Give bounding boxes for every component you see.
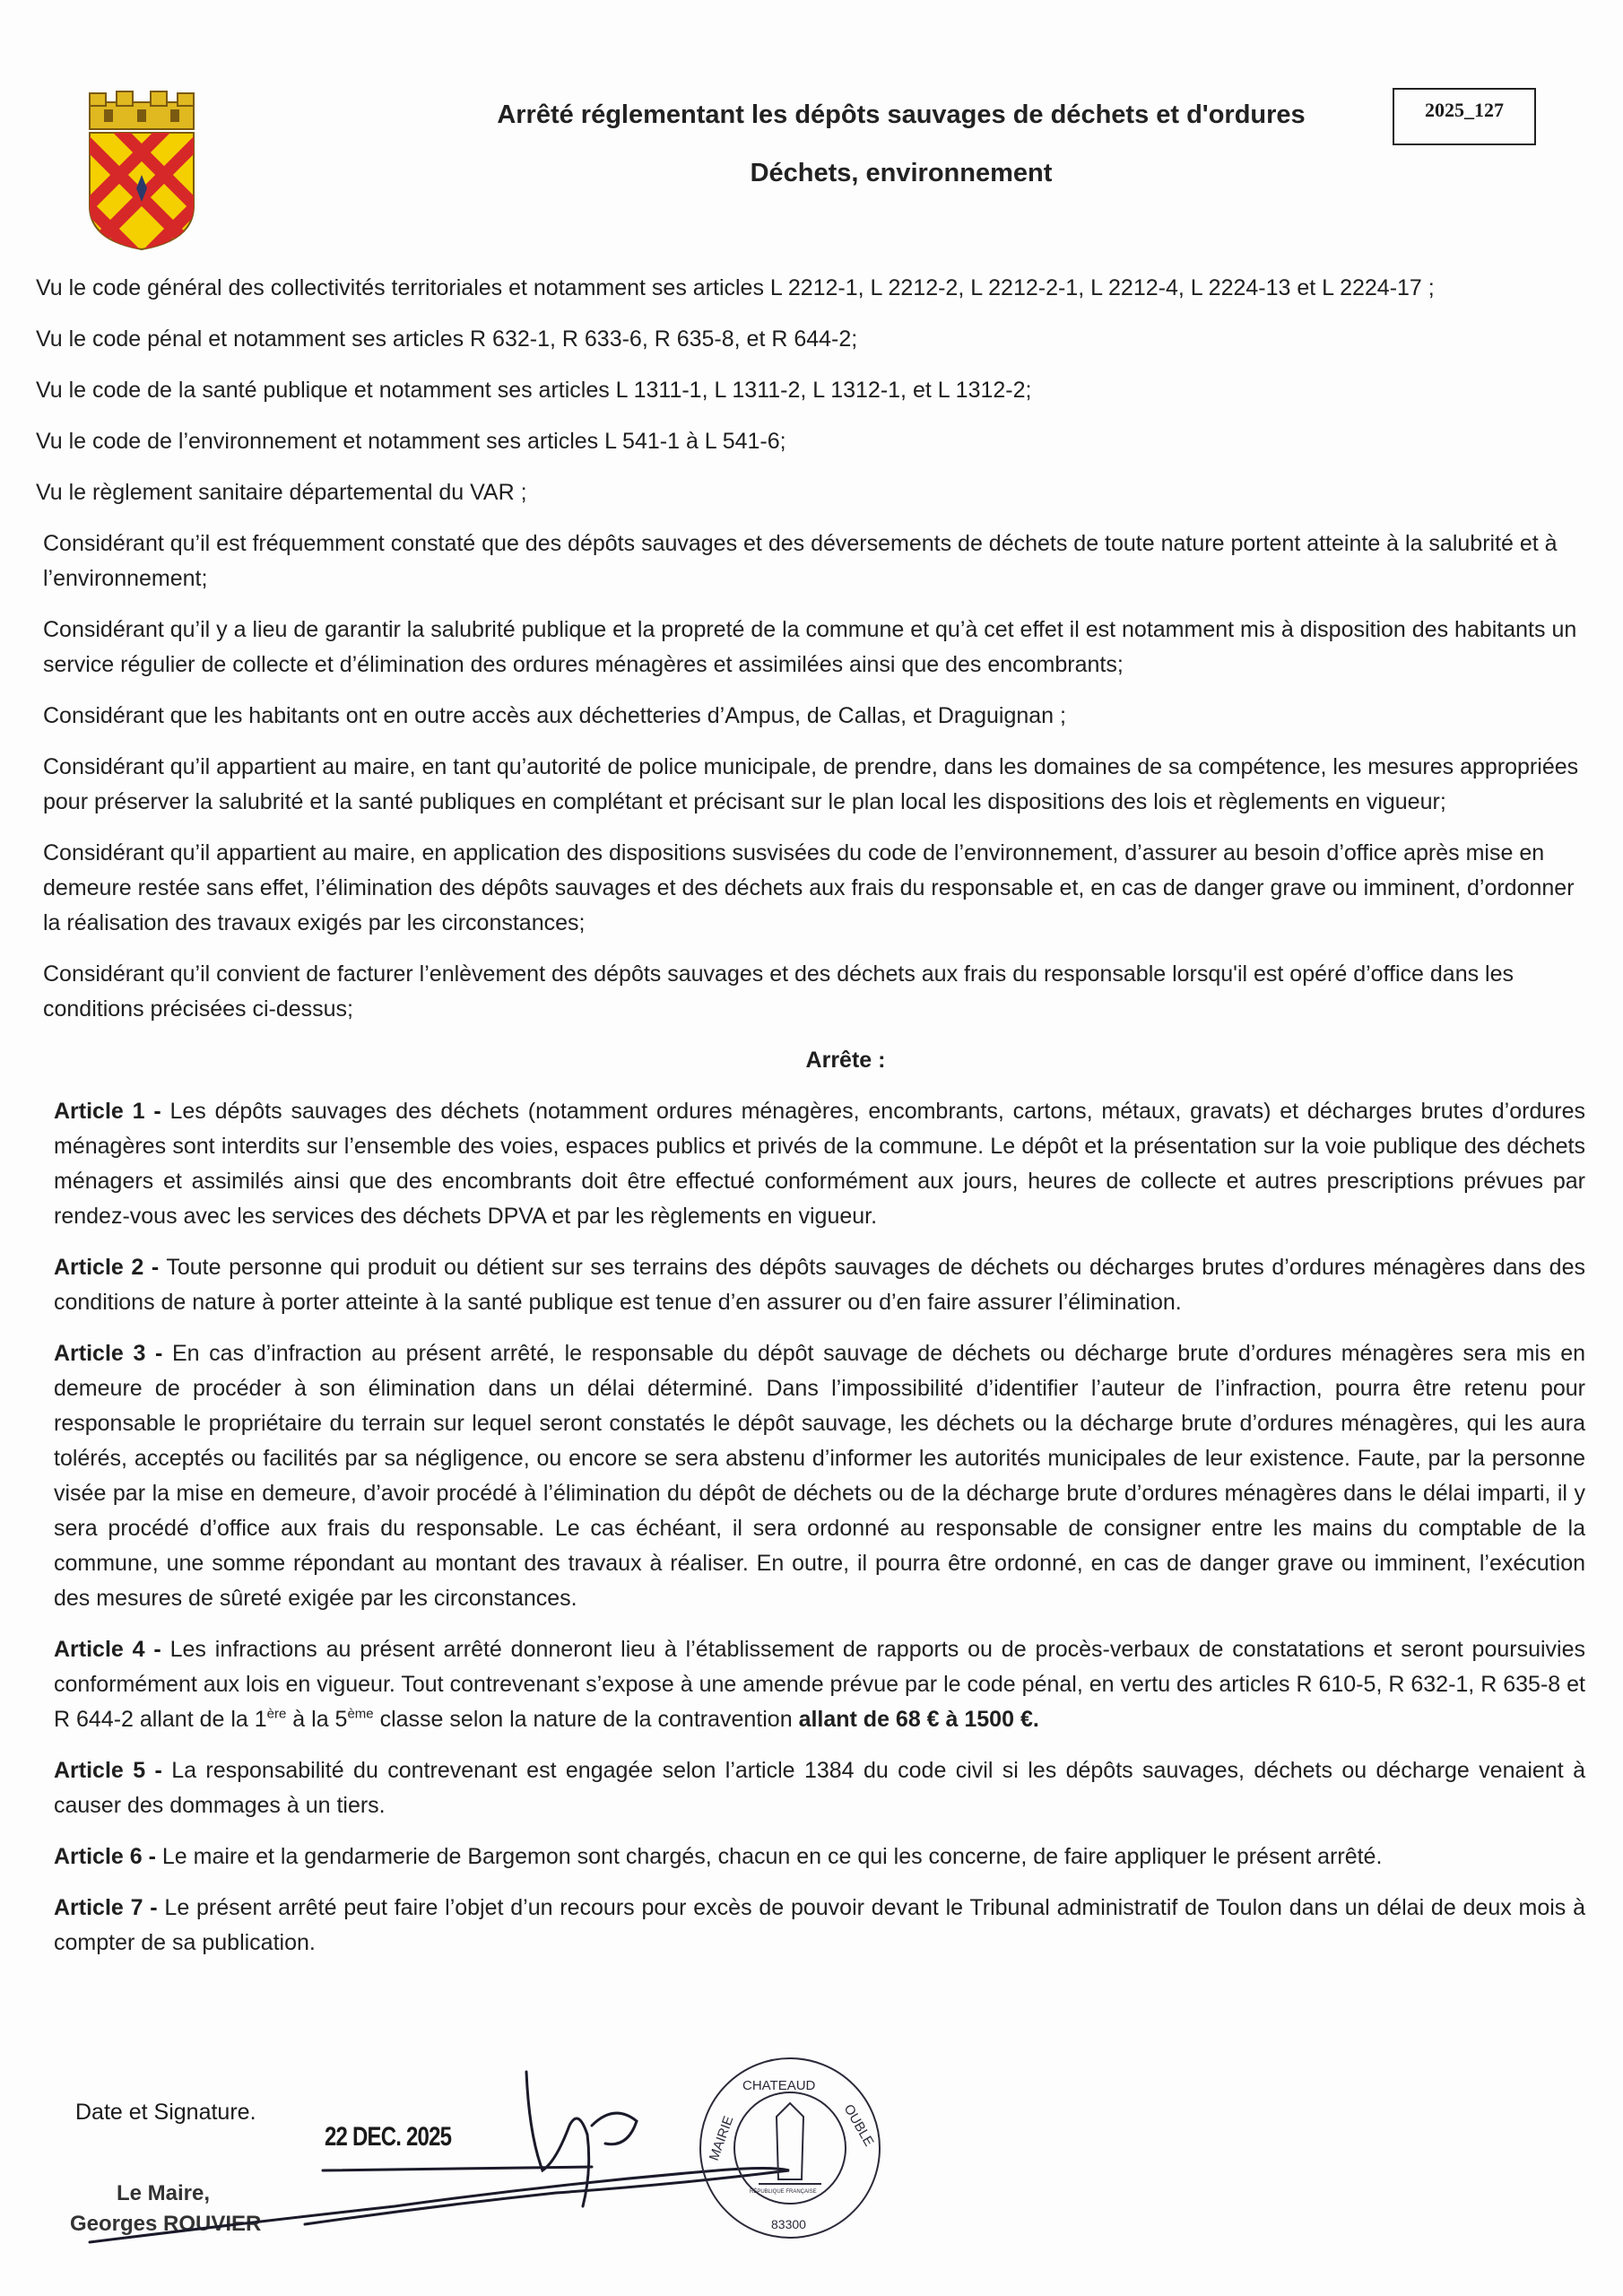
article-label: Article 4 - — [54, 1637, 161, 1662]
reference-number: 2025_127 — [1393, 88, 1536, 145]
vu-paragraph: Vu le code de la santé publique et notamment ses articles L 1311-1, L 1311-2, L 1312-1, et L 1312-2; — [36, 378, 1032, 403]
article-text: Le présent arrêté peut faire l’objet d’un recours pour excès de pouvoir devant le Tribunal administratif de Toulon dans un délai de deux mois à compter de sa publication. — [54, 1895, 1586, 1955]
signature-label: Date et Signature. — [75, 2100, 256, 2125]
article-text: Les dépôts sauvages des déchets (notamment ordures ménagères, encombrants, cartons, métaux, gravats) et décharges brutes d’ordures ménagères sont interdits sur l’ensemble des voies, espaces publics et privés de la commune. Le dépôt et la présentation sur la voie publique des déchets ménagers et assimilés ainsi que des encombrants doit être effectué conformément aux jours, heures de collecte et autres prescriptions prévues par rendez-vous avec les services des déchets DPVA et par les règlements en vigueur. — [54, 1099, 1585, 1229]
date-stamp: 22 DEC. 2025 — [325, 2122, 452, 2152]
vu-paragraph: Vu le code pénal et notamment ses articles R 632-1, R 633-6, R 635-8, et R 644-2; — [36, 326, 858, 352]
article-label: Article 5 - — [54, 1758, 162, 1783]
article-text: à la 5 — [286, 1707, 348, 1732]
document-subtitle: Déchets, environnement — [750, 159, 1053, 187]
document-body — [34, 271, 1585, 1977]
article-label: Article 3 - — [54, 1341, 163, 1366]
superscript: ème — [347, 1706, 374, 1722]
considerant-paragraph: Considérant qu’il y a lieu de garantir la salubrité publique et la propreté de la commune et qu’à cet effet il est notamment mis à disposition des habitants un service régulier de collecte et d’élimination des ordures ménagères et assimilées ainsi que des encombrants; — [43, 617, 1577, 677]
svg-text:CHATEAUD: CHATEAUD — [742, 2078, 816, 2093]
svg-text:MAIRIE: MAIRIE — [706, 2113, 737, 2163]
considerant-paragraph: Considérant qu’il est fréquemment constaté que des dépôts sauvages et des déversements de déchets de toute nature portent atteinte à la salubrité et à l’environnement; — [43, 531, 1558, 591]
article-label: Article 2 - — [54, 1255, 160, 1280]
article-3 — [34, 1336, 1585, 1616]
mayor-name: Georges ROUVIER — [70, 2212, 262, 2236]
vu-paragraph: Vu le règlement sanitaire départemental du VAR ; — [36, 480, 527, 505]
mayor-title: Le Maire, — [117, 2181, 211, 2205]
article-text: La responsabilité du contrevenant est engagée selon l’article 1384 du code civil si les dépôts sauvages, déchets ou décharge venaient à causer des dommages à un tiers. — [54, 1758, 1585, 1818]
article-2 — [34, 1250, 1585, 1320]
coat-of-arms-icon — [70, 90, 213, 251]
article-text: Les infractions au présent arrêté donneront lieu à l’établissement de rapports ou de procès-verbaux de constatations et seront poursuivies conformément aux lois en vigueur. Tout contrevenant s’expose à une amende prévue par le code pénal, en vertu des articles R 610-5, R 632-1, R 635-8 et R 644-2 allant de la 1 — [54, 1637, 1585, 1732]
article-text: classe selon la nature de la contravention — [373, 1707, 799, 1732]
article-1 — [34, 1094, 1585, 1234]
svg-text:RÉPUBLIQUE FRANÇAISE: RÉPUBLIQUE FRANÇAISE — [750, 2189, 817, 2195]
article-label: Article 1 - — [54, 1099, 161, 1124]
considerant-paragraph: Considérant qu’il appartient au maire, en tant qu’autorité de police municipale, de prendre, dans les domaines de sa compétence, les mesures appropriées pour préserver la salubrité et la santé publiques en complétant et précisant sur le plan local les dispositions des lois et règlements en vigueur; — [43, 754, 1579, 814]
vu-paragraph: Vu le code de l’environnement et notamment ses articles L 541-1 à L 541-6; — [36, 429, 786, 454]
article-label: Article 7 - — [54, 1895, 158, 1920]
article-text: Le maire et la gendarmerie de Bargemon sont chargés, chacun en ce qui les concerne, de faire appliquer le présent arrêté. — [155, 1844, 1383, 1869]
article-6 — [34, 1839, 1585, 1874]
municipal-seal-icon — [696, 2054, 884, 2242]
considerant-paragraph: Considérant que les habitants ont en outre accès aux déchetteries d’Ampus, de Callas, et Draguignan ; — [43, 703, 1066, 728]
article-text: Toute personne qui produit ou détient sur ses terrains des dépôts sauvages de déchets ou décharges brutes d’ordures ménagères dans des conditions de nature à porter atteinte à la santé publique est tenue d’en assurer ou d’en faire assurer l’élimination. — [54, 1255, 1585, 1315]
article-7 — [34, 1891, 1585, 1961]
considerant-paragraph: Considérant qu’il appartient au maire, en application des dispositions susvisées du code de l’environnement, d’assurer au besoin d’office après mise en demeure restée sans effet, l’élimination des dépôts sauvages et des déchets aux frais du responsable et, en cas de danger grave ou imminent, d’ordonner la réalisation des travaux exigés par les circonstances; — [43, 840, 1575, 935]
document-title: Arrêté réglementant les dépôts sauvages de déchets et d'ordures — [497, 100, 1306, 129]
vu-paragraph: Vu le code général des collectivités territoriales et notamment ses articles L 2212-1, L 2212-2, L 2212-2-1, L 2212-4, L 2224-13 et L 2224-17 ; — [36, 275, 1435, 300]
arrete-heading: Arrête : — [805, 1048, 886, 1073]
considerant-paragraph: Considérant qu’il convient de facturer l’enlèvement des dépôts sauvages et des déchets aux frais du responsable lorsqu'il est opéré d’office dans les conditions précisées ci-dessus; — [43, 961, 1515, 1022]
article-4 — [34, 1632, 1585, 1737]
article-5 — [34, 1753, 1585, 1823]
svg-text:83300: 83300 — [771, 2217, 806, 2231]
fine-amount: allant de 68 € à 1500 €. — [798, 1707, 1039, 1732]
superscript: ère — [266, 1706, 287, 1722]
svg-text:OUBLE: OUBLE — [840, 2101, 877, 2150]
article-text: En cas d’infraction au présent arrêté, le responsable du dépôt sauvage de déchets ou décharge brute d’ordures ménagères sera mis en demeure de procéder à son élimination dans un délai déterminé. Dans l’impossibilité d’identifier l’auteur de l’infraction, pourra être retenu pour responsable le propriétaire du terrain sur lequel seront constatés le dépôt sauvage, les déchets ou la décharge brute d’ordures ménagères, qui les aura tolérés, acceptés ou facilités par sa négligence, ou encore se sera abstenu d’informer les autorités municipales de leur existence. Faute, par la personne visée par la mise en demeure, d’avoir procédé à l’élimination du dépôt de déchets ou de la décharge brute d’ordures ménagères dans le délai imparti, il y sera procédé d’office aux frais du responsable. Le cas échéant, il sera ordonné au responsable de consigner entre les mains du comptable de la commune, une somme répondant au montant des travaux à réaliser. En outre, il pourra être ordonné, en cas de danger grave ou imminent, l’exécution des mesures de sûreté exigée par les circonstances. — [54, 1341, 1586, 1611]
article-label: Article 6 - — [54, 1844, 156, 1869]
